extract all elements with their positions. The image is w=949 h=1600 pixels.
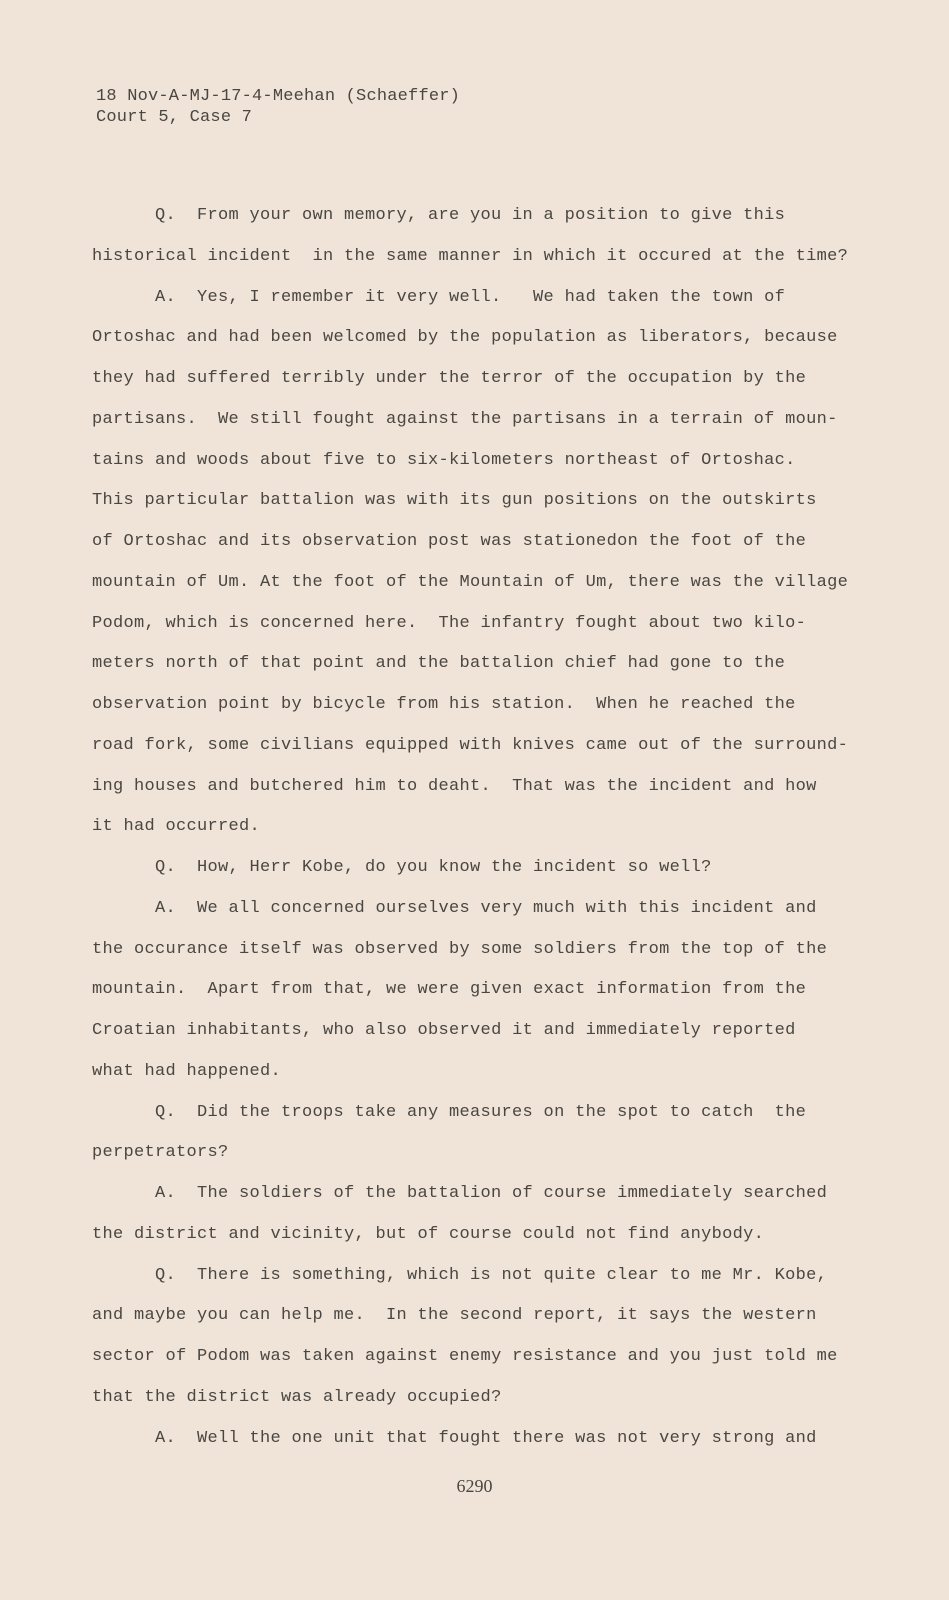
- transcript-line: sector of Podom was taken against enemy resistance and you just told me: [92, 1347, 838, 1366]
- transcript-line: that the district was already occupied?: [92, 1387, 502, 1407]
- court-case: Court 5, Case 7: [96, 108, 253, 127]
- transcript-line: Q. How, Herr Kobe, do you know the incident so well?: [155, 858, 712, 877]
- transcript-line: and maybe you can help me. In the second report, it says the western: [92, 1306, 817, 1326]
- transcript-line: Podom, which is concerned here. The infantry fought about two kilo-: [92, 613, 807, 633]
- transcript-line: Ortoshac and had been welcomed by the population as liberators, because: [92, 328, 838, 348]
- transcript-line: Q. From your own memory, are you in a position to give this: [155, 206, 786, 225]
- transcript-line: the occurance itself was observed by some soldiers from the top of the: [92, 939, 828, 959]
- transcript-line: A. We all concerned ourselves very much with this incident and: [155, 898, 817, 918]
- transcript-line: A. Well the one unit that fought there was not very strong and: [155, 1428, 817, 1448]
- transcript-line: historical incident in the same manner in which it occured at the time?: [92, 246, 849, 266]
- transcript-line: mountain of Um. At the foot of the Mountain of Um, there was the village: [92, 572, 849, 592]
- transcript-line: mountain. Apart from that, we were given exact information from the: [92, 980, 807, 1000]
- transcript-body: [92, 203, 852, 1466]
- transcript-line: Q. There is something, which is not quite clear to me Mr. Kobe,: [155, 1265, 828, 1285]
- transcript-line: road fork, some civilians equipped with knives came out of the surround-: [92, 735, 849, 755]
- transcript-line: the district and vicinity, but of course could not find anybody.: [92, 1224, 765, 1244]
- transcript-line: of Ortoshac and its observation post was stationedon the foot of the: [92, 532, 807, 551]
- transcript-line: observation point by bicycle from his station. When he reached the: [92, 695, 796, 714]
- transcript-line: ing houses and butchered him to deaht. That was the incident and how: [92, 776, 817, 796]
- transcript-line: perpetrators?: [92, 1143, 229, 1163]
- transcript-line: This particular battalion was with its gun positions on the outskirts: [92, 491, 817, 511]
- transcript-line: tains and woods about five to six-kilometers northeast of Ortoshac.: [92, 450, 796, 470]
- transcript-line: partisans. We still fought against the partisans in a terrain of moun-: [92, 409, 838, 429]
- document-header: [96, 86, 460, 128]
- transcript-line: Croatian inhabitants, who also observed it and immediately reported: [92, 1021, 796, 1040]
- transcript-line: what had happened.: [92, 1061, 282, 1081]
- page-number: 6290: [456, 1476, 493, 1496]
- transcript-line: meters north of that point and the battalion chief had gone to the: [92, 654, 786, 674]
- transcript-line: they had suffered terribly under the terror of the occupation by the: [92, 369, 807, 388]
- file-reference: 18 Nov-A-MJ-17-4-Meehan (Schaeffer): [96, 87, 461, 106]
- transcript-line: A. Yes, I remember it very well. We had taken the town of: [155, 287, 786, 307]
- transcript-line: Q. Did the troops take any measures on the spot to catch the: [155, 1102, 807, 1122]
- transcript-line: A. The soldiers of the battalion of course immediately searched: [155, 1184, 828, 1203]
- transcript-line: it had occurred.: [92, 817, 261, 837]
